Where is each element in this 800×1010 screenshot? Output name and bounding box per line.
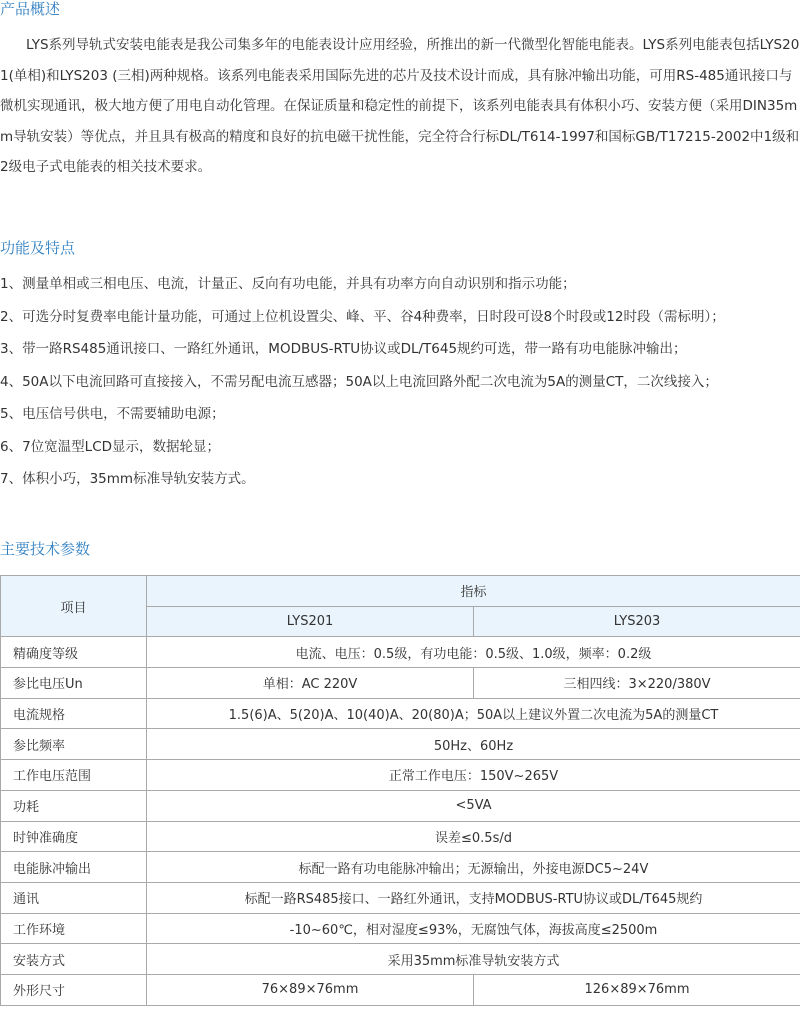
row-value-lys203: 三相四线：3×220/380V [474,668,800,699]
row-label: 精确度等级 [1,637,147,668]
feature-item: 5、电压信号供电，不需要辅助电源； [0,406,225,422]
table-header-row [1,576,800,607]
row-value: 标配一路RS485接口、一路红外通讯，支持MODBUS-RTU协议或DL/T645规约 [147,882,800,913]
overview-title: 产品概述 [0,0,61,18]
row-label: 参比电压Un [1,668,147,699]
feature-item: 7、体积小巧，35mm标准导轨安装方式。 [0,471,255,487]
table-row [1,668,800,699]
row-label: 工作电压范围 [1,760,147,791]
row-value-lys201: 单相：AC 220V [147,668,474,699]
table-row [1,913,800,944]
row-value: <5VA [147,790,800,821]
row-value: 采用35mm标准导轨安装方式 [147,944,800,975]
row-value: 标配一路有功电能脉冲输出；无源输出，外接电源DC5~24V [147,852,800,883]
overview-body: LYS系列导轨式安装电能表是我公司集多年的电能表设计应用经验，所推出的新一代微型化智能电能表。LYS系列电能表包括LYS201(单相)和LYS203 (三相)两种规格。该系列电能表采用国际先进的芯片及技术设计而成，具有脉冲输出功能，可用RS-485通讯接口与微机实现通讯，极大地方便了用电自动化管理。在保证质量和稳定性的前提下，该系列电能表具有体积小巧、安装方便（采用DIN35mm导轨安装）等优点，并且具有极高的精度和良好的抗电磁干扰性能，完全符合行标DL/T614-1997和国标GB/T17215-2002中1级和2级电子式电能表的相关技术要求。 [0,37,800,175]
table-row [1,944,800,975]
row-label: 安装方式 [1,944,147,975]
row-label: 工作环境 [1,913,147,944]
row-value: 1.5(6)A、5(20)A、10(40)A、20(80)A；50A以上建议外置二次电流为5A的测量CT [147,698,800,729]
header-model-lys203: LYS203 [474,606,800,637]
row-value: 误差≤0.5s/d [147,821,800,852]
row-label: 时钟准确度 [1,821,147,852]
table-row [1,729,800,760]
feature-item: 6、7位宽温型LCD显示，数据轮显； [0,438,221,455]
header-model-lys201: LYS201 [147,606,474,637]
table-row [1,882,800,913]
row-label: 电流规格 [1,698,147,729]
table-row [1,698,800,729]
specs-title: 主要技术参数 [0,540,91,558]
feature-item: 2、可选分时复费率电能计量功能，可通过上位机设置尖、峰、平、谷4种费率，日时段可设8个时段或12时段（需标明）； [0,308,725,325]
header-item-cell: 项目 [1,576,147,637]
feature-item: 1、测量单相或三相电压、电流，计量正、反向有功电能，并具有功率方向自动识别和指示功能； [0,276,576,292]
row-label: 通讯 [1,882,147,913]
row-label: 参比频率 [1,729,147,760]
row-value: 50Hz、60Hz [147,729,800,760]
table-row [1,637,800,668]
row-value: 电流、电压：0.5级，有功电能：0.5级、1.0级，频率：0.2级 [147,637,800,668]
row-value: 正常工作电压：150V~265V [147,760,800,791]
row-value-lys201: 76×89×76mm [147,974,474,1005]
table-row [1,852,800,883]
specs-table [0,575,800,1006]
row-label: 功耗 [1,790,147,821]
features-title: 功能及特点 [0,239,76,257]
table-row [1,974,800,1005]
table-row [1,790,800,821]
row-label: 电能脉冲输出 [1,852,147,883]
header-indicator-cell: 指标 [147,576,800,607]
row-value-lys203: 126×89×76mm [474,974,800,1005]
row-label: 外形尺寸 [1,974,147,1005]
table-row [1,821,800,852]
feature-item: 3、带一路RS485通讯接口、一路红外通讯，MODBUS-RTU协议或DL/T645规约可选，带一路有功电能脉冲输出； [0,341,687,357]
features-list [0,268,800,496]
row-value: -10~60℃，相对湿度≤93%，无腐蚀气体，海拔高度≤2500m [147,913,800,944]
feature-item: 4、50A以下电流回路可直接接入，不需另配电流互感器；50A以上电流回路外配二次电流为5A的测量CT，二次线接入； [0,373,718,390]
table-row [1,760,800,791]
